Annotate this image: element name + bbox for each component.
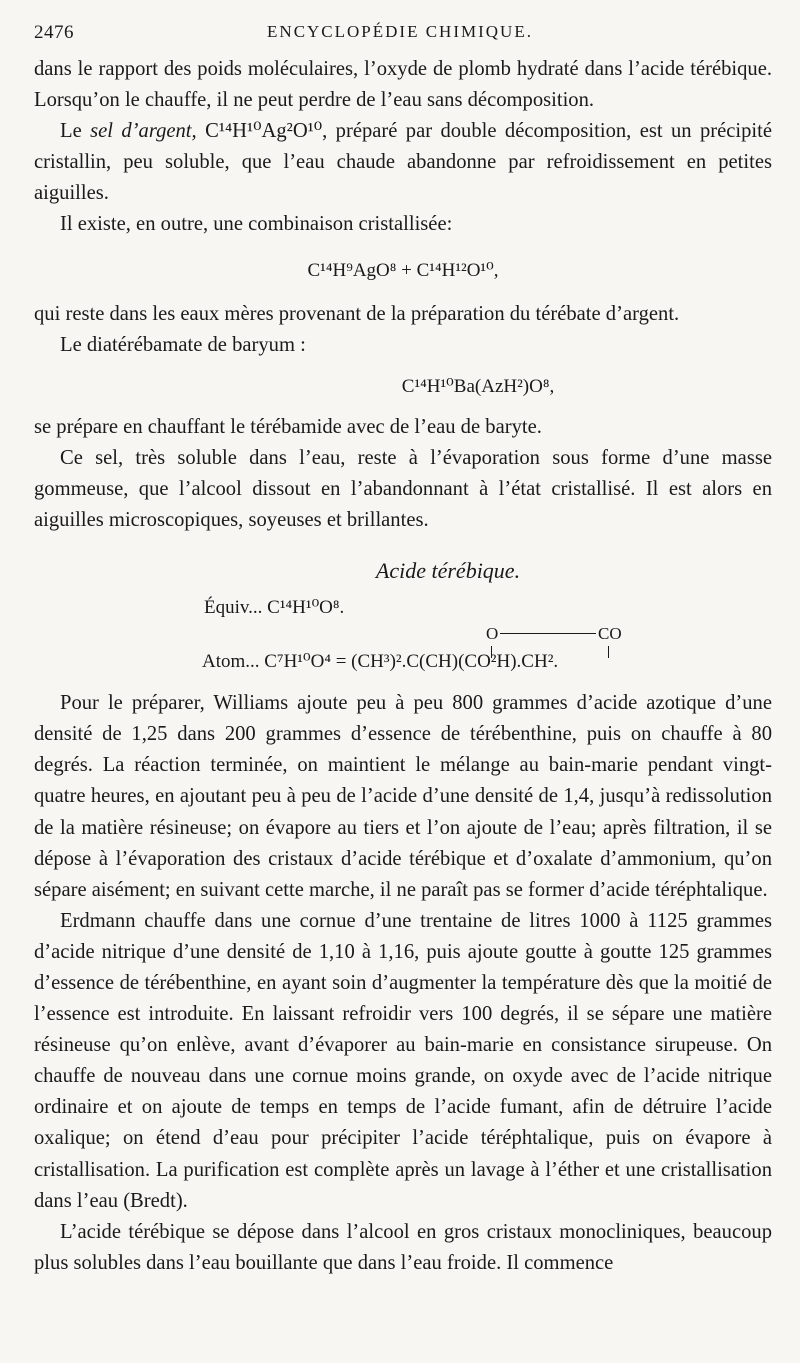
formula-combination: C¹⁴H⁹AgO⁸ + C¹⁴H¹²O¹⁰,	[307, 259, 499, 281]
bracket-o: O	[486, 624, 499, 644]
paragraph-silver-salt	[34, 116, 772, 209]
paragraph-erdmann: Erdmann chauffe dans une cornue d’une trentaine de litres 1000 à 1125 grammes d’acide nitrique d’une densité de 1,10 à 1,16, puis ajoute goutte à goutte 125 grammes d’essence de térébenthine, en ayant soin d’augmenter la température dès que la moitié de l’essence est introduite. En laissant refroidir vers 100 degrés, il se sépare une matière résineuse qu’on enlève, avant d’évaporer au bain-marie en consistance sirupeuse. On chauffe de nouveau dans une cornue moins grande, on oxyde avec de l’acide nitrique ordinaire et on ajoute de temps en temps de l’acide fumant, afin de détruire l’acide oxalique; on étend d’eau pour précipiter l’acide téréphtalique, puis on évapore à cristallisation. La purification est complète après un lavage à l’éther et une cristallisation dans l’eau (Bredt).	[34, 909, 772, 1212]
paragraph-williams: Pour le préparer, Williams ajoute peu à peu 800 grammes d’acide azotique d’une densité de 1,25 dans 200 grammes d’essence de térébenthine, puis on chauffe à 80 degrés. La réaction terminée, on maintient le mélange au bain-marie pendant vingt-quatre heures, en ajoutant peu à peu de l’acide d’une densité de 1,4, jusqu’à redissolution de la matière résineuse; on évapore au tiers et l’on ajoute de l’eau; après filtration, il se dépose à l’évaporation des cristaux d’acide térébique et d’oxalate d’ammonium, qu’on sépare aisément; en suivant cette marche, il ne paraît pas se former d’acide téréphtalique.	[34, 692, 772, 901]
page-header	[34, 22, 766, 48]
paragraph: se prépare en chauffant le térébamide avec de l’eau de baryte.	[34, 415, 542, 438]
page-number: 2476	[34, 22, 74, 43]
inline-formula: C¹⁴H¹⁰Ag²O¹⁰	[205, 120, 323, 143]
equiv-label: Équiv...	[204, 597, 263, 619]
text-run: , préparé par double décomposition, est un précipité cristallin, peu soluble, que l’eau chaude abandonne par refroidissement en petites aiguilles.	[34, 120, 772, 205]
atom-line	[34, 648, 772, 676]
bracket-bar	[500, 633, 596, 634]
paragraph: dans le rapport des poids moléculaires, l’oxyde de plomb hydraté dans l’acide térébique. Lorsqu’on le chauffe, il ne peut perdre de l’eau sans décomposition.	[34, 58, 772, 112]
formula-barium: C¹⁴H¹⁰Ba(AzH²)O⁸,	[401, 375, 555, 397]
equiv-line	[34, 594, 772, 622]
section-title: Acide térébique.	[375, 558, 521, 584]
body-text	[34, 54, 772, 1279]
text-run: Le	[60, 120, 91, 143]
paragraph-properties: L’acide térébique se dépose dans l’alcool en gros cristaux monocliniques, beaucoup plus solubles dans l’eau bouillante que dans l’eau froide. Il commence	[34, 1220, 772, 1274]
atom-formula: C⁷H¹⁰O⁴ = (CH³)².C(CH)(CO²H).CH².	[264, 651, 559, 673]
running-title: ENCYCLOPÉDIE CHIMIQUE.	[267, 22, 533, 41]
bracket-co: CO	[598, 624, 622, 644]
equiv-formula: C¹⁴H¹⁰O⁸.	[267, 597, 345, 619]
paragraph: qui reste dans les eaux mères provenant de la préparation du térébate d’argent.	[34, 302, 680, 325]
paragraph: Il existe, en outre, une combinaison cristallisée:	[60, 213, 453, 236]
bracket-right-stem	[608, 646, 609, 658]
paragraph: Ce sel, très soluble dans l’eau, reste à l’évaporation sous forme d’une masse gommeuse, que l’alcool dissout en l’abandonnant à l’état cristallisé. Il est alors en aiguilles microscopiques, soyeuses et brillantes.	[34, 446, 772, 532]
bracket-left-stem	[491, 646, 492, 658]
ring-bracket	[486, 622, 636, 648]
paragraph: Le diatérébamate de baryum :	[60, 333, 306, 356]
italic-term: sel d’argent,	[90, 120, 197, 143]
atom-label: Atom...	[202, 651, 260, 673]
